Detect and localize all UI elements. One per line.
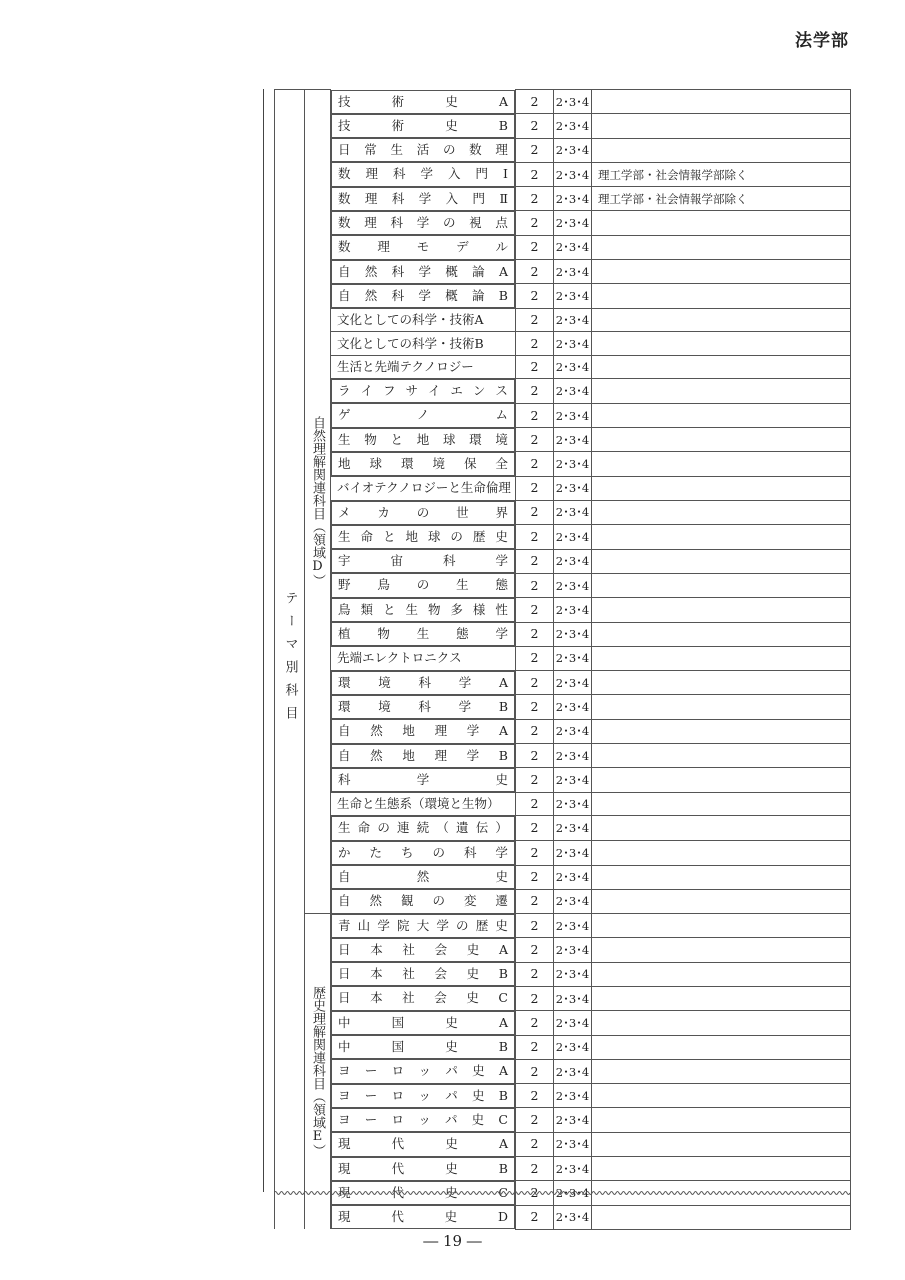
subject-cell <box>331 647 516 670</box>
credits-cell: 2 <box>516 90 554 114</box>
year-cell: 2･3･4 <box>554 938 592 962</box>
year-cell: 2･3･4 <box>554 138 592 162</box>
note-cell <box>592 309 851 332</box>
subject-name: 中 国 史 B <box>338 1039 508 1055</box>
year-cell: 2･3･4 <box>554 549 592 573</box>
credits-cell: 2 <box>516 1084 554 1108</box>
subject-cell <box>331 1011 515 1035</box>
credits-cell: 2 <box>516 1035 554 1059</box>
subject-name: バイオテクノロジーと生命倫理 <box>337 480 511 496</box>
group-label: 自然理解関連科目（領域D） <box>310 416 325 588</box>
subject-cell <box>331 162 515 186</box>
credits-cell: 2 <box>516 525 554 549</box>
subject-cell <box>331 962 515 986</box>
table-row <box>275 865 851 889</box>
table-row <box>275 1108 851 1132</box>
note-cell <box>592 865 851 889</box>
table-row <box>275 647 851 670</box>
table-row <box>275 914 851 938</box>
year-cell: 2･3･4 <box>554 744 592 768</box>
table-row <box>275 500 851 525</box>
year-cell: 2･3･4 <box>554 865 592 889</box>
year-cell: 2･3･4 <box>554 379 592 404</box>
note-cell <box>592 138 851 162</box>
group-label: 歴史理解関連科目（領域E） <box>310 986 325 1158</box>
note-cell <box>592 114 851 138</box>
credits-cell: 2 <box>516 841 554 865</box>
table-row <box>275 598 851 622</box>
subject-name: 野 鳥 の 生 態 <box>338 577 508 593</box>
year-cell: 2･3･4 <box>554 1157 592 1181</box>
subject-name: 日 本 社 会 史 A <box>338 941 508 957</box>
subject-cell <box>331 1108 515 1132</box>
credits-cell: 2 <box>516 477 554 500</box>
subject-name: 環 境 科 学 A <box>338 674 508 690</box>
table-row <box>275 260 851 284</box>
credits-cell: 2 <box>516 379 554 404</box>
credits-cell: 2 <box>516 573 554 597</box>
credits-cell: 2 <box>516 719 554 743</box>
year-cell: 2･3･4 <box>554 500 592 525</box>
note-cell: 理工学部・社会情報学部除く <box>592 162 851 186</box>
subject-cell <box>331 1205 515 1229</box>
year-cell: 2･3･4 <box>554 1035 592 1059</box>
subject-name: 数 理 科 学 入 門 Ⅰ <box>338 166 508 182</box>
subject-name: 自 然 史 <box>338 869 508 884</box>
subject-name: 技 術 史 B <box>338 117 508 133</box>
subject-cell <box>331 986 515 1010</box>
subject-name: ゲ ノ ム <box>338 407 508 423</box>
year-cell: 2･3･4 <box>554 284 592 309</box>
subject-name: 現 代 史 A <box>338 1136 508 1152</box>
table-row <box>275 332 851 355</box>
note-cell <box>592 670 851 695</box>
credits-cell: 2 <box>516 235 554 259</box>
year-cell: 2･3･4 <box>554 841 592 865</box>
subject-name: 生活と先端テクノロジー <box>337 358 474 374</box>
table-row <box>275 622 851 647</box>
credits-cell: 2 <box>516 260 554 284</box>
subject-name: メ カ の 世 界 <box>338 504 508 520</box>
table-row <box>275 114 851 138</box>
note-cell <box>592 355 851 378</box>
table-row <box>275 962 851 986</box>
note-cell <box>592 549 851 573</box>
category-cell <box>275 90 305 1230</box>
subject-cell <box>331 841 515 865</box>
note-cell <box>592 379 851 404</box>
subject-name: か た ち の 科 学 <box>338 844 508 860</box>
year-cell: 2･3･4 <box>554 114 592 138</box>
subject-cell <box>331 428 515 452</box>
credits-cell: 2 <box>516 865 554 889</box>
subject-cell <box>331 211 515 235</box>
table-row <box>275 1157 851 1181</box>
subject-name: 植 物 生 態 学 <box>338 626 508 642</box>
subject-cell <box>331 1132 515 1156</box>
note-cell <box>592 332 851 355</box>
note-cell <box>592 452 851 477</box>
year-cell: 2･3･4 <box>554 768 592 793</box>
table-row <box>275 719 851 743</box>
subject-cell <box>331 525 515 549</box>
subject-name: 現 代 史 B <box>338 1160 508 1176</box>
table-row <box>275 90 851 114</box>
subject-cell <box>331 114 515 138</box>
year-cell: 2･3･4 <box>554 90 592 114</box>
table-row <box>275 938 851 962</box>
note-cell <box>592 768 851 793</box>
year-cell: 2･3･4 <box>554 260 592 284</box>
year-cell: 2･3･4 <box>554 403 592 427</box>
credits-cell: 2 <box>516 744 554 768</box>
subject-cell <box>331 355 516 378</box>
year-cell: 2･3･4 <box>554 719 592 743</box>
year-cell: 2･3･4 <box>554 1084 592 1108</box>
subject-cell <box>331 719 515 743</box>
note-cell <box>592 235 851 259</box>
credits-cell: 2 <box>516 355 554 378</box>
table-row <box>275 816 851 841</box>
subject-cell <box>331 1157 515 1181</box>
credits-cell: 2 <box>516 549 554 573</box>
table-row <box>275 187 851 211</box>
note-cell <box>592 889 851 913</box>
note-cell <box>592 260 851 284</box>
year-cell: 2･3･4 <box>554 452 592 477</box>
table-row <box>275 162 851 186</box>
note-cell <box>592 573 851 597</box>
table-row <box>275 235 851 259</box>
subject-name: 技 術 史 A <box>338 93 508 109</box>
group-cell <box>305 90 331 914</box>
table-row <box>275 889 851 913</box>
credits-cell: 2 <box>516 1132 554 1156</box>
credits-cell: 2 <box>516 986 554 1010</box>
credits-cell: 2 <box>516 332 554 355</box>
subject-name: 文化としての科学・技術B <box>337 335 484 351</box>
table-row <box>275 211 851 235</box>
year-cell: 2･3･4 <box>554 211 592 235</box>
subject-cell <box>331 403 515 427</box>
note-cell <box>592 938 851 962</box>
subject-name: 宇 宙 科 学 <box>338 553 508 569</box>
subject-cell <box>331 549 515 573</box>
credits-cell: 2 <box>516 598 554 622</box>
table-row <box>275 670 851 695</box>
table-row <box>275 379 851 404</box>
subject-name: 地 球 環 境 保 全 <box>338 455 508 471</box>
subject-cell <box>331 744 515 768</box>
note-cell <box>592 1205 851 1229</box>
subject-name: 日 本 社 会 史 C <box>338 990 508 1006</box>
subject-name: 自 然 地 理 学 A <box>338 723 508 739</box>
credits-cell: 2 <box>516 500 554 525</box>
subject-name: 日 本 社 会 史 B <box>338 966 508 982</box>
year-cell: 2･3･4 <box>554 647 592 670</box>
group-cell <box>305 914 331 1230</box>
year-cell: 2･3･4 <box>554 793 592 816</box>
credits-cell: 2 <box>516 1059 554 1083</box>
category-label: テーマ別科目 <box>282 590 298 729</box>
table-row <box>275 549 851 573</box>
table-row <box>275 284 851 309</box>
year-cell: 2･3･4 <box>554 162 592 186</box>
subject-name: 生 命 の 連 続 （ 遺 伝 ） <box>338 820 508 836</box>
year-cell: 2･3･4 <box>554 914 592 938</box>
subject-name: 数 理 科 学 の 視 点 <box>338 214 508 230</box>
year-cell: 2･3･4 <box>554 428 592 452</box>
note-cell <box>592 1108 851 1132</box>
subject-name: 自 然 観 の 変 遷 <box>338 893 508 909</box>
note-cell <box>592 695 851 719</box>
subject-cell <box>331 914 515 938</box>
subject-cell <box>331 622 515 646</box>
year-cell: 2･3･4 <box>554 1132 592 1156</box>
credits-cell: 2 <box>516 309 554 332</box>
subject-cell <box>331 309 516 332</box>
table-row <box>275 1035 851 1059</box>
table-row <box>275 138 851 162</box>
table-row <box>275 573 851 597</box>
table-row <box>275 793 851 816</box>
subject-cell <box>331 865 515 889</box>
table-row <box>275 452 851 477</box>
subject-cell <box>331 284 515 308</box>
subject-cell <box>331 332 516 355</box>
credits-cell: 2 <box>516 695 554 719</box>
year-cell: 2･3･4 <box>554 1108 592 1132</box>
note-cell <box>592 1084 851 1108</box>
credits-cell: 2 <box>516 1108 554 1132</box>
year-cell: 2･3･4 <box>554 187 592 211</box>
note-cell: 理工学部・社会情報学部除く <box>592 187 851 211</box>
credits-cell: 2 <box>516 114 554 138</box>
subject-cell <box>331 938 515 962</box>
note-cell <box>592 841 851 865</box>
year-cell: 2･3･4 <box>554 355 592 378</box>
faculty-title: 法学部 <box>795 31 849 51</box>
subject-name: 数 理 科 学 入 門 Ⅱ <box>338 190 508 206</box>
credits-cell: 2 <box>516 211 554 235</box>
note-cell <box>592 793 851 816</box>
subject-name: 中 国 史 A <box>338 1014 508 1030</box>
credits-cell: 2 <box>516 1205 554 1229</box>
credits-cell: 2 <box>516 1157 554 1181</box>
table-row <box>275 768 851 793</box>
note-cell <box>592 1011 851 1035</box>
credits-cell: 2 <box>516 452 554 477</box>
table-row <box>275 309 851 332</box>
credits-cell: 2 <box>516 403 554 427</box>
subject-name: 文化としての科学・技術A <box>337 312 484 328</box>
note-cell <box>592 914 851 938</box>
credits-cell: 2 <box>516 889 554 913</box>
subject-cell <box>331 477 516 500</box>
subject-name: 生命と生態系（環境と生物） <box>337 796 500 812</box>
year-cell: 2･3･4 <box>554 1011 592 1035</box>
note-cell <box>592 403 851 427</box>
credits-cell: 2 <box>516 647 554 670</box>
table-row <box>275 1205 851 1229</box>
table-row <box>275 1059 851 1083</box>
subject-name: 生 物 と 地 球 環 境 <box>338 431 508 447</box>
credits-cell: 2 <box>516 187 554 211</box>
note-cell <box>592 1035 851 1059</box>
subject-cell <box>331 695 515 719</box>
subject-cell <box>331 1084 515 1108</box>
subject-name: 自 然 地 理 学 B <box>338 747 508 763</box>
course-table <box>274 89 851 1230</box>
table-row <box>275 525 851 549</box>
note-cell <box>592 525 851 549</box>
subject-name: ラ イ フ サ イ エ ン ス <box>338 383 508 399</box>
year-cell: 2･3･4 <box>554 332 592 355</box>
subject-name: ヨ ー ロ ッ パ 史 A <box>338 1063 508 1079</box>
credits-cell: 2 <box>516 138 554 162</box>
subject-cell <box>331 260 515 284</box>
credits-cell: 2 <box>516 428 554 452</box>
subject-cell <box>331 793 516 816</box>
table-row <box>275 477 851 500</box>
subject-name: ヨ ー ロ ッ パ 史 B <box>338 1087 508 1103</box>
table-row <box>275 986 851 1010</box>
year-cell: 2･3･4 <box>554 1059 592 1083</box>
table-row <box>275 1132 851 1156</box>
subject-name: 青 山 学 院 大 学 の 歴 史 <box>338 917 508 933</box>
subject-cell <box>331 379 515 403</box>
subject-cell <box>331 598 515 622</box>
note-cell <box>592 986 851 1010</box>
subject-cell <box>331 671 515 695</box>
year-cell: 2･3･4 <box>554 477 592 500</box>
year-cell: 2･3･4 <box>554 986 592 1010</box>
year-cell: 2･3･4 <box>554 1181 592 1205</box>
subject-cell <box>331 889 515 913</box>
subject-cell <box>331 138 515 162</box>
subject-cell <box>331 235 515 259</box>
year-cell: 2･3･4 <box>554 1205 592 1229</box>
table-row <box>275 841 851 865</box>
credits-cell: 2 <box>516 768 554 793</box>
credits-cell: 2 <box>516 962 554 986</box>
subject-name: 生 命 と 地 球 の 歴 史 <box>338 528 508 544</box>
note-cell <box>592 1157 851 1181</box>
note-cell <box>592 1132 851 1156</box>
note-cell <box>592 622 851 647</box>
subject-name: 現 代 史 C <box>338 1184 508 1200</box>
note-cell <box>592 211 851 235</box>
credits-cell: 2 <box>516 1011 554 1035</box>
subject-cell <box>331 816 515 840</box>
subject-cell <box>331 1059 515 1083</box>
note-cell <box>592 500 851 525</box>
subject-cell <box>331 768 515 792</box>
table-row <box>275 355 851 378</box>
subject-cell <box>331 501 515 525</box>
table-row <box>275 695 851 719</box>
credits-cell: 2 <box>516 284 554 309</box>
note-cell <box>592 477 851 500</box>
subject-name: 自 然 科 学 概 論 A <box>338 263 508 279</box>
subject-name: 科 学 史 <box>338 771 508 787</box>
note-cell <box>592 744 851 768</box>
note-cell <box>592 1059 851 1083</box>
subject-cell <box>331 452 515 476</box>
year-cell: 2･3･4 <box>554 573 592 597</box>
page-number: ― 19 ― <box>423 1232 482 1250</box>
subject-name: 数 理 モ デ ル <box>338 239 508 255</box>
table-row <box>275 1084 851 1108</box>
table-row <box>275 428 851 452</box>
subject-cell <box>331 187 515 211</box>
credits-cell: 2 <box>516 670 554 695</box>
credits-cell: 2 <box>516 162 554 186</box>
credits-cell: 2 <box>516 914 554 938</box>
note-cell <box>592 428 851 452</box>
year-cell: 2･3･4 <box>554 670 592 695</box>
note-cell <box>592 962 851 986</box>
year-cell: 2･3･4 <box>554 816 592 841</box>
note-cell <box>592 647 851 670</box>
note-cell <box>592 598 851 622</box>
year-cell: 2･3･4 <box>554 695 592 719</box>
year-cell: 2･3･4 <box>554 598 592 622</box>
subject-name: 自 然 科 学 概 論 B <box>338 287 508 303</box>
year-cell: 2･3･4 <box>554 525 592 549</box>
year-cell: 2･3･4 <box>554 962 592 986</box>
subject-name: 先端エレクトロニクス <box>337 650 462 666</box>
table-row <box>275 744 851 768</box>
subject-name: 日 常 生 活 の 数 理 <box>338 142 508 158</box>
subject-name: ヨ ー ロ ッ パ 史 C <box>338 1111 508 1127</box>
subject-cell <box>331 573 515 597</box>
credits-cell: 2 <box>516 938 554 962</box>
note-cell <box>592 816 851 841</box>
credits-cell: 2 <box>516 793 554 816</box>
note-cell <box>592 719 851 743</box>
subject-cell <box>331 90 515 114</box>
subject-name: 環 境 科 学 B <box>338 698 508 714</box>
note-cell <box>592 284 851 309</box>
year-cell: 2･3･4 <box>554 235 592 259</box>
table-row <box>275 403 851 427</box>
subject-cell <box>331 1035 515 1059</box>
year-cell: 2･3･4 <box>554 309 592 332</box>
subject-name: 鳥 類 と 生 物 多 様 性 <box>338 601 508 617</box>
credits-cell: 2 <box>516 816 554 841</box>
credits-cell: 2 <box>516 1181 554 1205</box>
year-cell: 2･3･4 <box>554 889 592 913</box>
note-cell <box>592 90 851 114</box>
table-row <box>275 1011 851 1035</box>
year-cell: 2･3･4 <box>554 622 592 647</box>
credits-cell: 2 <box>516 622 554 647</box>
subject-name: 現 代 史 D <box>338 1209 508 1225</box>
table-break-wave <box>274 1190 850 1196</box>
margin-rule <box>263 89 264 1192</box>
